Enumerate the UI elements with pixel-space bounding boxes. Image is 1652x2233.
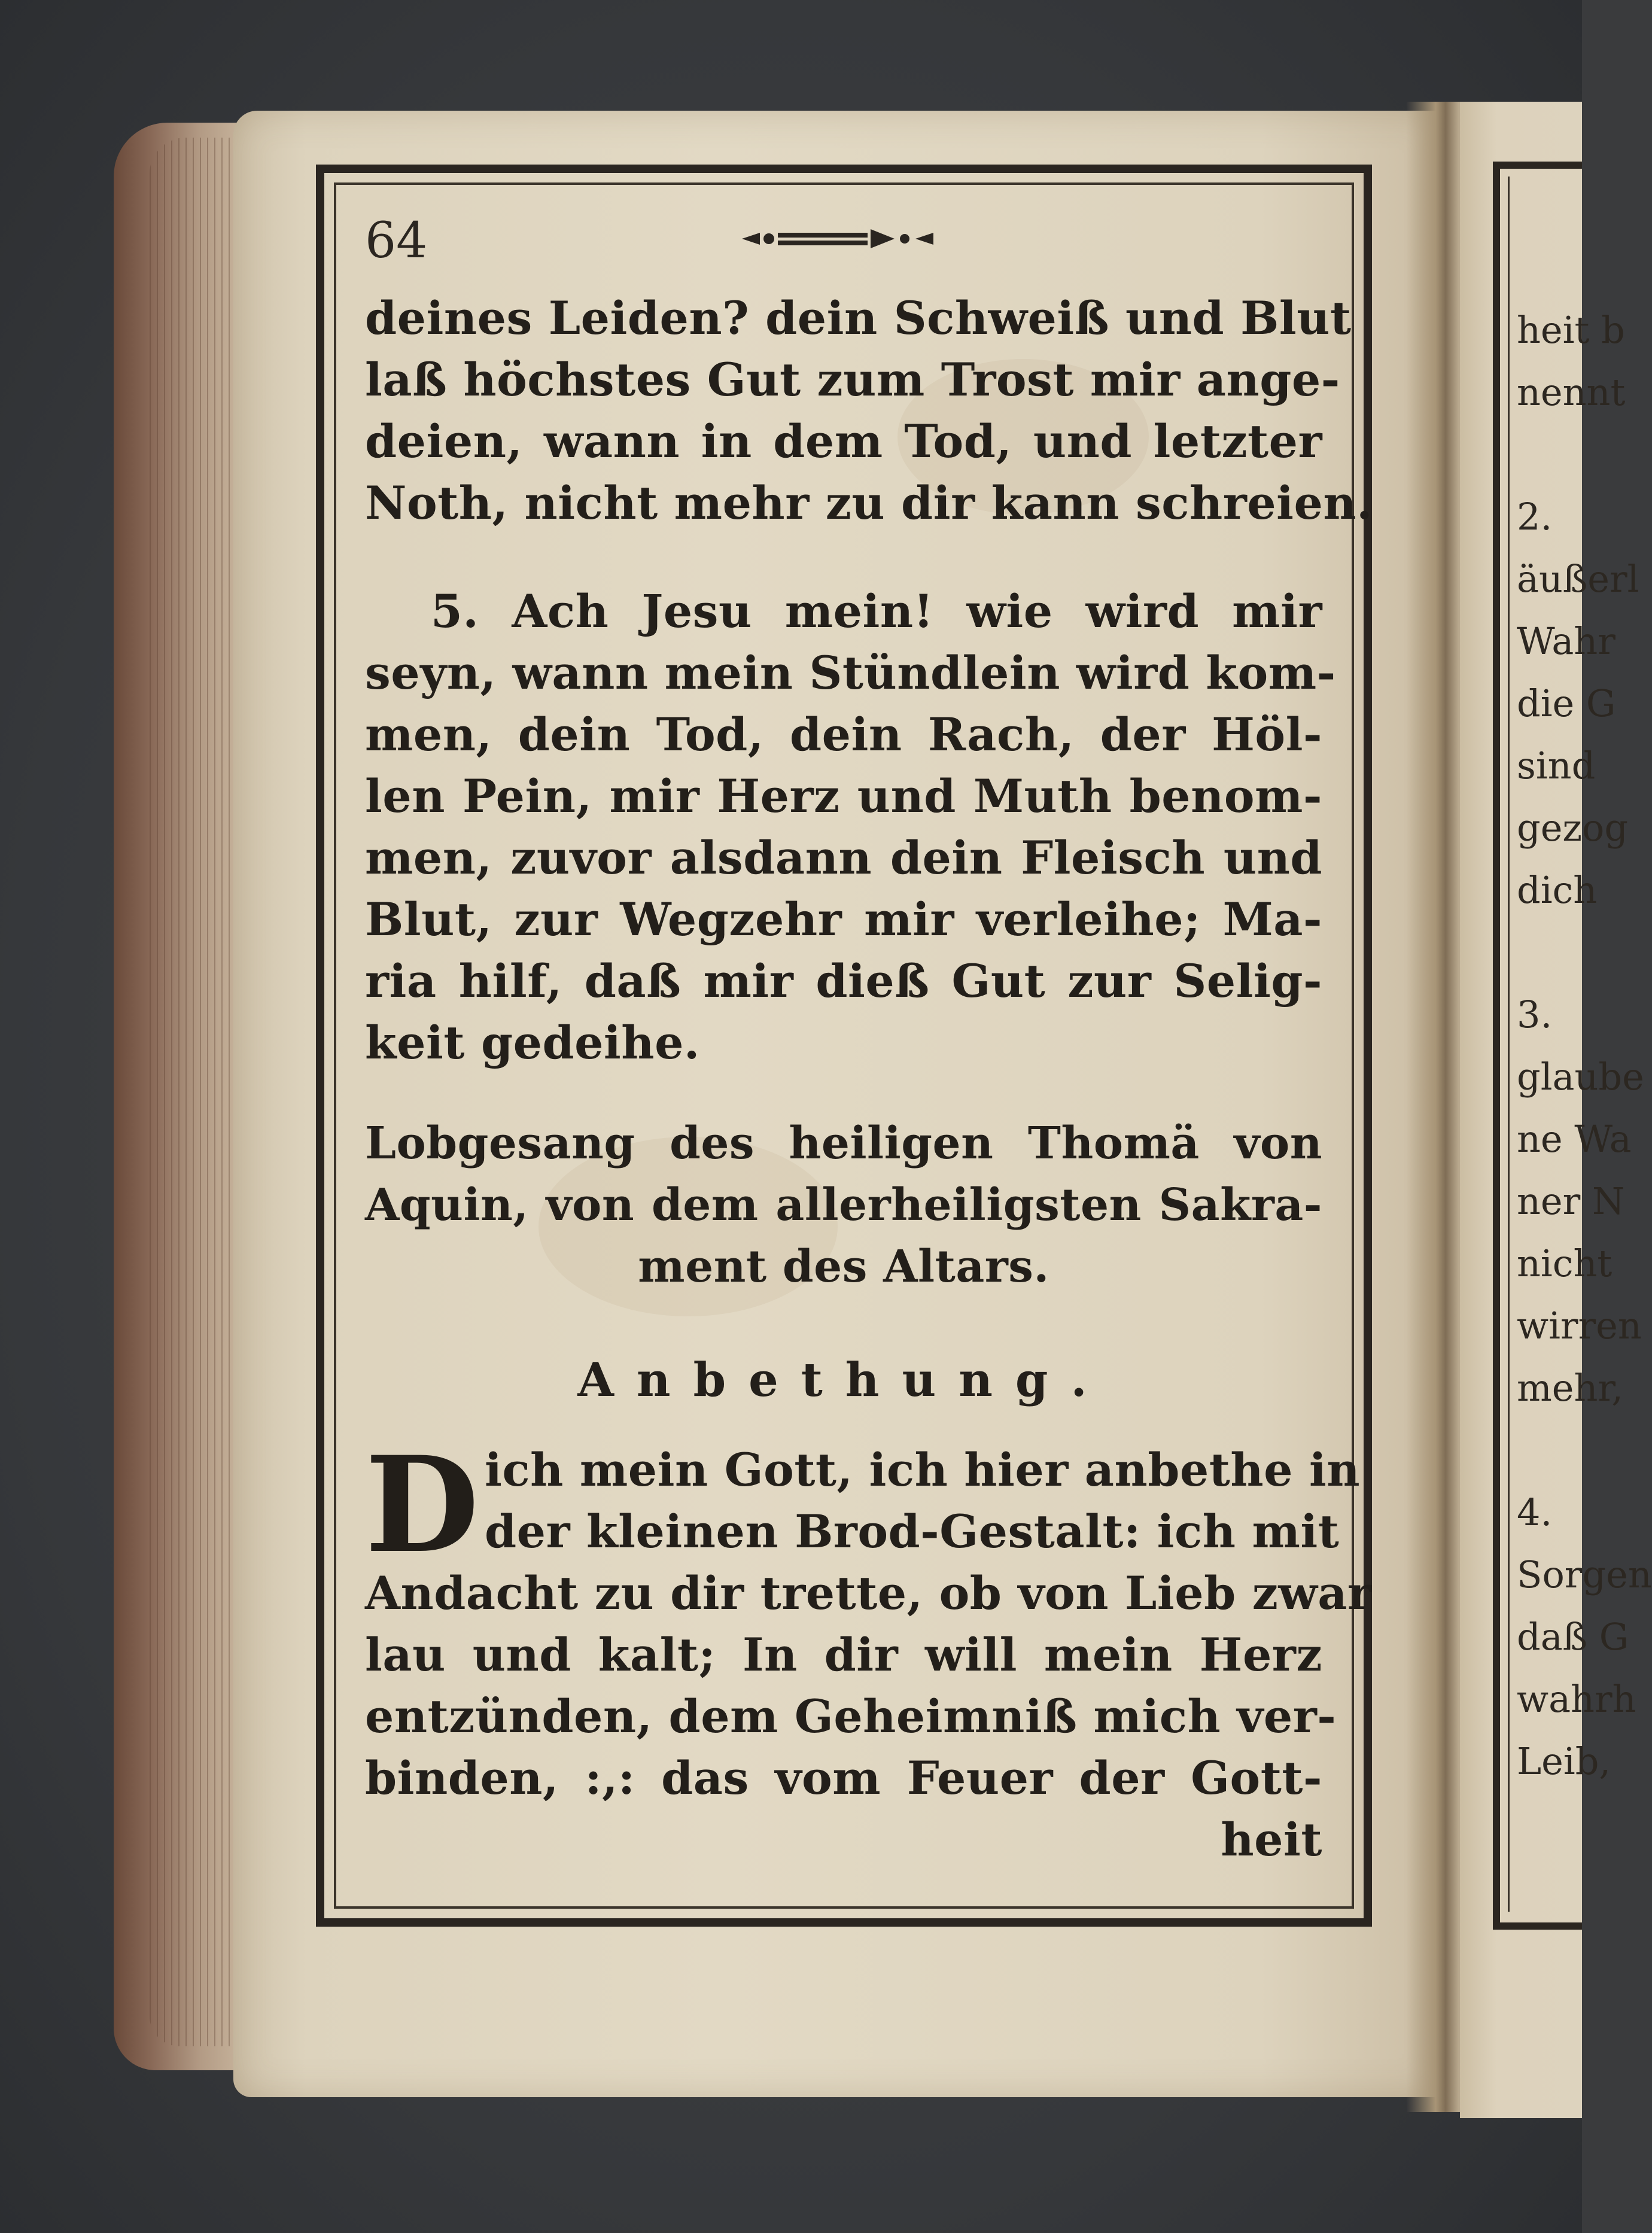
page-content bbox=[365, 200, 1373, 1876]
facing-line: die G bbox=[1517, 682, 1616, 725]
facing-line: ne Wa bbox=[1517, 1117, 1632, 1161]
title-line: Lobgesang des heiligen Thomä von bbox=[365, 1118, 1322, 1169]
text-line: men, dein Tod, dein Rach, der Höl- bbox=[365, 708, 1322, 761]
text-line: Blut, zur Wegzehr mir verleihe; Ma- bbox=[365, 893, 1322, 946]
facing-line: heit b bbox=[1517, 308, 1625, 352]
stanza-5 bbox=[365, 580, 1336, 1073]
section-heading: Anbethung. bbox=[577, 1353, 1110, 1407]
text-line: deien, wann in dem Tod, und letzter bbox=[365, 415, 1322, 468]
section-heading-wrap bbox=[365, 1349, 1322, 1411]
facing-line: 3. bbox=[1517, 993, 1553, 1036]
drop-cap: D bbox=[365, 1427, 480, 1582]
facing-line bbox=[1517, 424, 1582, 486]
text-line: der kleinen Brod-Gestalt: ich mit bbox=[485, 1505, 1340, 1558]
facing-line: glaube bbox=[1517, 1055, 1644, 1099]
text-line: entzünden, dem Geheimniß mich ver- bbox=[365, 1690, 1337, 1743]
catchword: heit bbox=[1221, 1813, 1322, 1866]
facing-line: wahrh bbox=[1517, 1677, 1636, 1721]
text-line: Noth, nicht mehr zu dir kann schreien. bbox=[365, 476, 1373, 530]
ornament-icon bbox=[736, 226, 975, 252]
text-line: keit gedeihe. bbox=[365, 1016, 700, 1069]
text-line: seyn, wann mein Stündlein wird kom- bbox=[365, 646, 1336, 699]
facing-line: wirren bbox=[1517, 1304, 1642, 1347]
facing-line: äußerl bbox=[1517, 557, 1639, 601]
facing-line: gezog bbox=[1517, 806, 1629, 850]
facing-line bbox=[1517, 1419, 1582, 1481]
facing-line: nicht bbox=[1517, 1242, 1613, 1285]
facing-line: 4. bbox=[1517, 1490, 1553, 1534]
facing-line: 2. bbox=[1517, 495, 1553, 539]
facing-line: dich bbox=[1517, 868, 1598, 912]
text-line: 5. Ach Jesu mein! wie wird mir bbox=[431, 585, 1322, 638]
adoration-text bbox=[365, 1427, 1372, 1870]
facing-line: ner N bbox=[1517, 1179, 1625, 1223]
text-line: lau und kalt; In dir will mein Herz bbox=[365, 1628, 1322, 1681]
stanza-continuation bbox=[365, 287, 1373, 534]
text-line: len Pein, mir Herz und Muth benom- bbox=[365, 769, 1322, 823]
text-line: deines Leiden? dein Schweiß und Blut bbox=[365, 291, 1352, 345]
facing-line: sind bbox=[1517, 744, 1596, 787]
text-line: binden, :,: das vom Feuer der Gott- bbox=[365, 1751, 1322, 1805]
text-line: Andacht zu dir trette, ob von Lieb zwar bbox=[365, 1566, 1372, 1620]
facing-line bbox=[1517, 921, 1582, 984]
page-number: 64 bbox=[365, 212, 428, 269]
title-line: Aquin, von dem allerheiligsten Sakra- bbox=[365, 1179, 1322, 1231]
title-line: ment des Altars. bbox=[638, 1241, 1049, 1292]
facing-line: daß G bbox=[1517, 1615, 1629, 1659]
facing-line: Wahr bbox=[1517, 619, 1616, 663]
facing-line: Sorgen bbox=[1517, 1553, 1652, 1596]
text-line: ich mein Gott, ich hier anbethe in bbox=[485, 1443, 1361, 1496]
page-edge-lines bbox=[150, 138, 239, 2046]
text-line: ria hilf, daß mir dieß Gut zur Selig- bbox=[365, 954, 1322, 1008]
facing-line: nennt bbox=[1517, 370, 1626, 414]
facing-page-text bbox=[1517, 299, 1652, 1915]
facing-line: Leib, bbox=[1517, 1739, 1611, 1783]
facing-line: mehr, bbox=[1517, 1366, 1623, 1410]
hymn-title bbox=[365, 1113, 1322, 1298]
text-line: men, zuvor alsdann dein Fleisch und bbox=[365, 831, 1322, 884]
text-line: laß höchstes Gut zum Trost mir ange- bbox=[365, 353, 1340, 406]
